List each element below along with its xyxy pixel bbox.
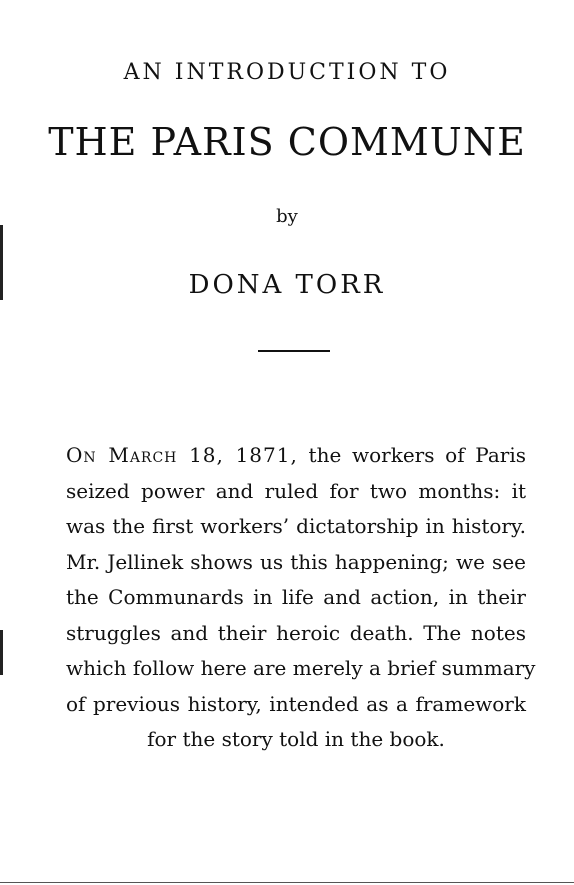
intro-paragraph [66,438,536,758]
intro-line: struggles and their heroic death. The notes [66,620,526,645]
author-name: DONA TORR [188,270,386,300]
intro-line: of previous history, intended as a framework [66,691,526,716]
intro-lead: On March 18, 1871, [66,443,298,467]
intro-line: which follow here are merely a brief summary [66,656,536,680]
page-subtitle: AN INTRODUCTION TO [123,60,451,85]
intro-line: seized power and ruled for two months: it [66,478,526,503]
page-title: THE PARIS COMMUNE [48,120,526,164]
intro-line: for the story told in the book. [147,727,445,751]
intro-line: the Communards in life and action, in their [66,585,526,609]
intro-line: On March 18, 1871, the workers of Paris [66,443,526,467]
section-divider [258,350,330,352]
intro-line: was the first workers’ dictatorship in history. [66,514,526,538]
page-edge-shadow-bottom [0,630,3,675]
page-bottom-edge [0,882,574,883]
byline: by [276,206,298,227]
intro-line: Mr. Jellinek shows us this happening; we see [66,549,526,574]
